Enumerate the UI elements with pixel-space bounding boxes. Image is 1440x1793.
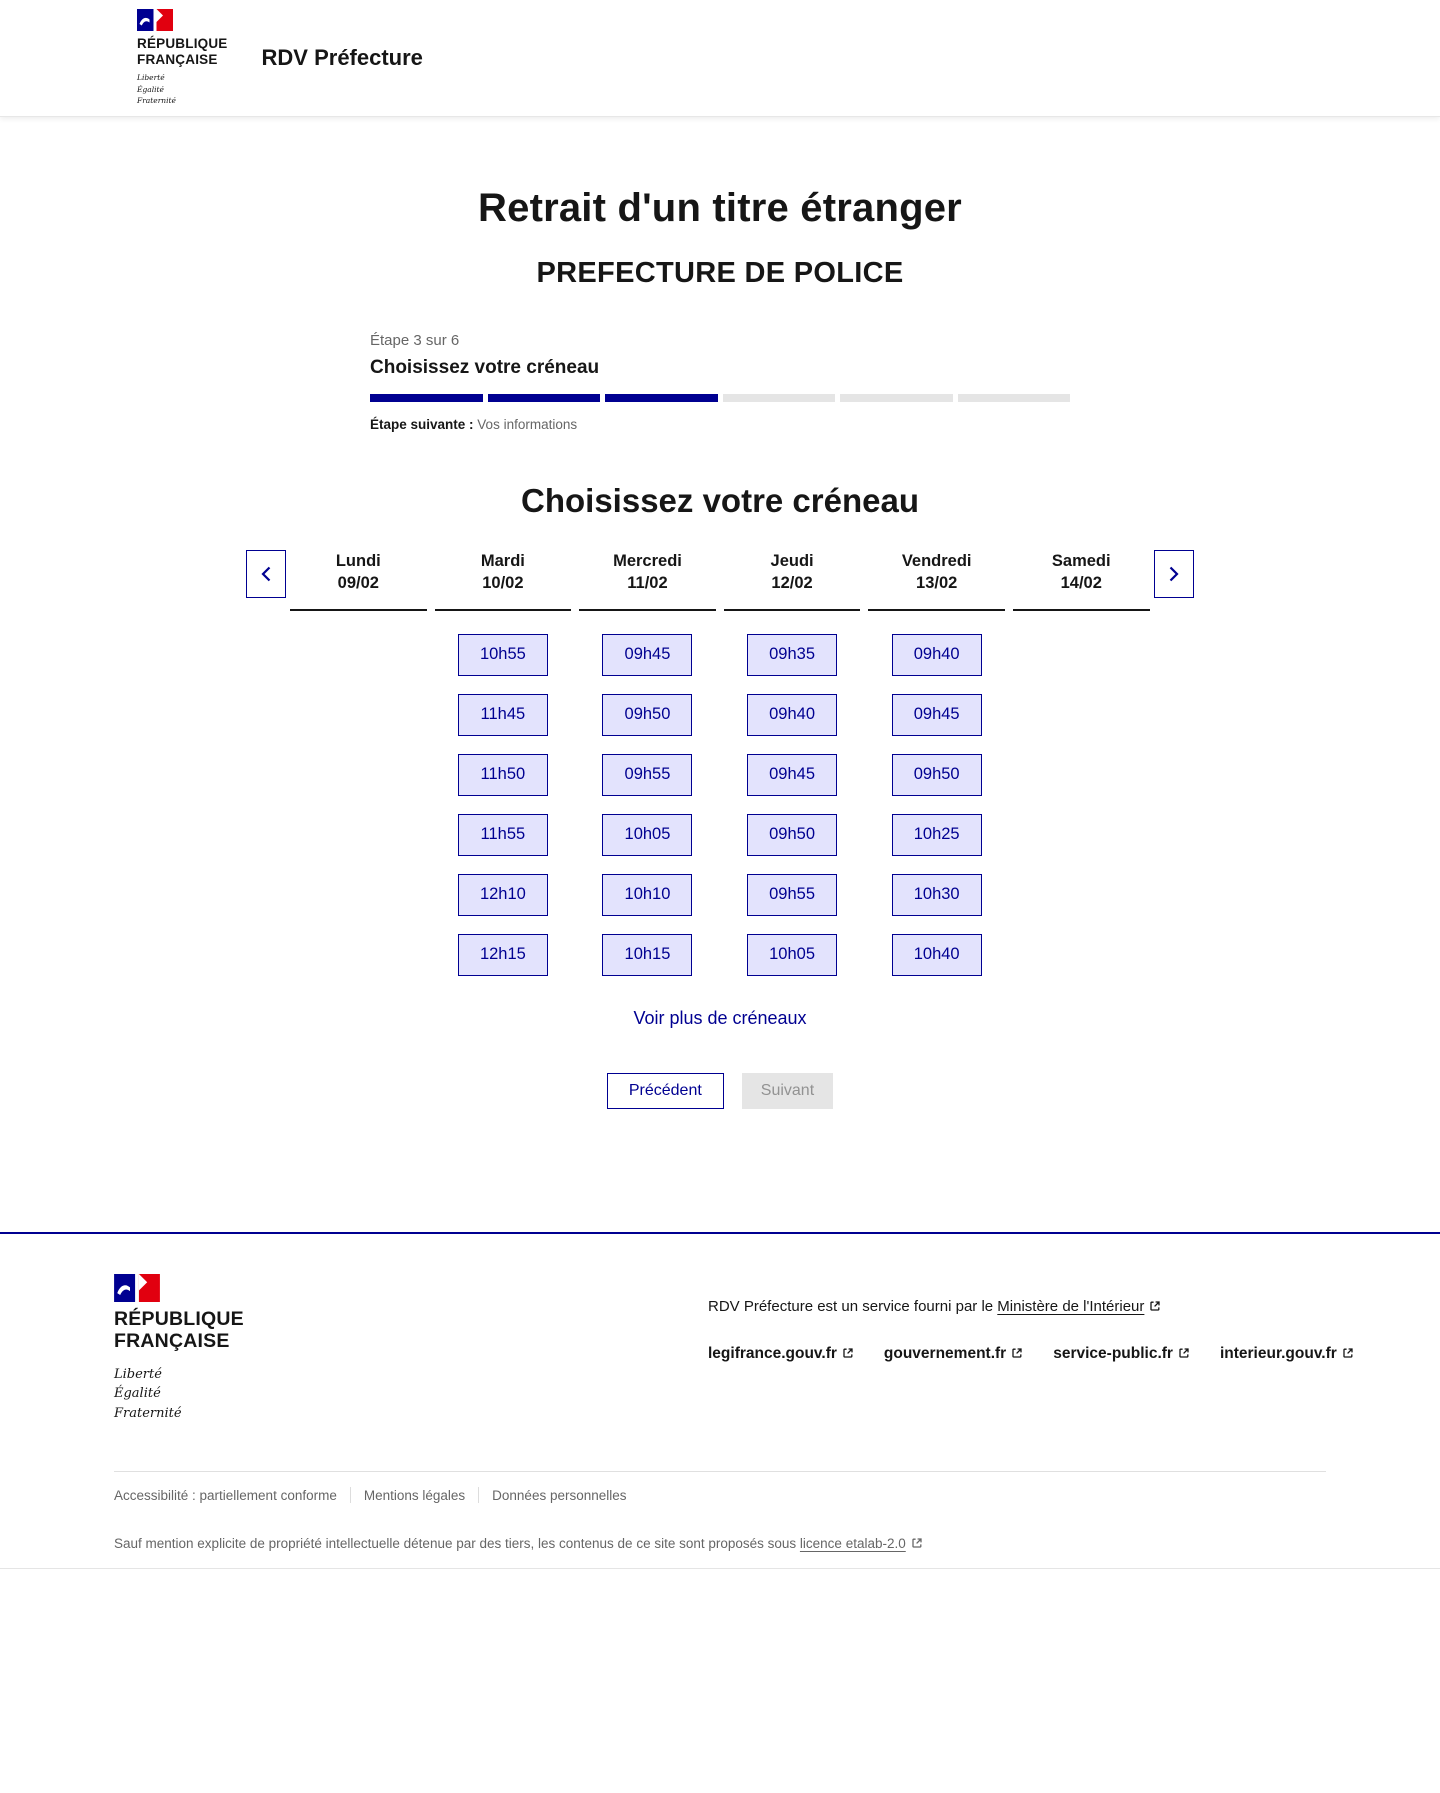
time-slot-button[interactable]: 09h45 (602, 634, 692, 676)
time-slot-button[interactable]: 12h10 (458, 874, 548, 916)
gov-site-link[interactable]: service-public.fr (1053, 1345, 1190, 1363)
footer-gov-logo (114, 1274, 244, 1423)
time-slot-button[interactable]: 10h05 (602, 814, 692, 856)
day-date: 14/02 (1060, 574, 1102, 593)
step-title: Choisissez votre créneau (370, 357, 600, 378)
calendar-day-column (1009, 550, 1154, 976)
gov-site-link[interactable]: gouvernement.fr (884, 1345, 1023, 1363)
slot-calendar (246, 550, 1194, 976)
license-text: Sauf mention explicite de propriété intellectuelle détenue par des tiers, les contenus de ce site sont proposés sous (114, 1536, 800, 1552)
main-content (0, 116, 1440, 1109)
external-link-icon (1011, 1347, 1023, 1359)
day-underline (435, 609, 572, 611)
see-more-slots-link[interactable]: Voir plus de créneaux (633, 1007, 807, 1028)
time-slot-button[interactable]: 11h50 (458, 754, 548, 796)
progress-segment-done (370, 394, 483, 402)
next-step-label: Étape suivante : (370, 417, 474, 432)
slot-list (864, 634, 1009, 976)
page-subtitle: PREFECTURE DE POLICE (536, 257, 904, 289)
calendar-day-column (431, 550, 576, 976)
service-title: RDV Préfecture (261, 45, 423, 70)
slot-list (431, 634, 576, 976)
day-date: 13/02 (916, 574, 958, 593)
progress-segment-done (605, 394, 718, 402)
step-label: Étape 3 sur 6 (370, 332, 460, 349)
footer-bottom-link[interactable]: Accessibilité : partiellement conforme (114, 1487, 337, 1503)
day-name: Jeudi (770, 552, 814, 570)
external-link-icon (911, 1537, 923, 1549)
calendar-day-column (286, 550, 431, 976)
page-title: Retrait d'un titre étranger (478, 186, 962, 230)
day-name: Lundi (335, 552, 381, 570)
brand-line1: RÉPUBLIQUE (137, 36, 228, 52)
time-slot-button[interactable]: 09h55 (747, 874, 837, 916)
external-link-icon (842, 1347, 854, 1359)
separator (478, 1487, 479, 1503)
progress-segment-todo (723, 394, 836, 402)
time-slot-button[interactable]: 09h40 (892, 634, 982, 676)
day-underline (579, 609, 716, 611)
day-date: 11/02 (627, 574, 668, 593)
section-title: Choisissez votre créneau (521, 482, 919, 519)
time-slot-button[interactable]: 10h05 (747, 934, 837, 976)
footer-brand-line2: FRANÇAISE (114, 1330, 230, 1353)
external-link-icon (1149, 1300, 1161, 1312)
calendar-day-column (720, 550, 865, 976)
gov-logo (137, 9, 228, 107)
footer-brand-motto: Liberté Égalité Fraternité (114, 1366, 182, 1421)
time-slot-button[interactable]: 09h50 (892, 754, 982, 796)
day-underline (868, 609, 1005, 611)
time-slot-button[interactable]: 09h55 (602, 754, 692, 796)
day-date: 12/02 (771, 574, 813, 593)
progress-segment-done (488, 394, 601, 402)
slot-list (575, 634, 720, 976)
footer-bottom-link[interactable]: Données personnelles (492, 1487, 627, 1503)
time-slot-button[interactable]: 10h25 (892, 814, 982, 856)
brand-line2: FRANÇAISE (137, 51, 218, 67)
site-footer (0, 1232, 1440, 1569)
time-slot-button[interactable]: 10h40 (892, 934, 982, 976)
ministere-interieur-link[interactable]: Ministère de l'Intérieur (997, 1298, 1161, 1315)
chevron-right-icon (1169, 566, 1179, 582)
time-slot-button[interactable]: 11h45 (458, 694, 548, 736)
time-slot-button[interactable]: 09h45 (892, 694, 982, 736)
time-slot-button[interactable]: 09h45 (747, 754, 837, 796)
day-name: Mercredi (613, 552, 682, 570)
time-slot-button[interactable]: 09h40 (747, 694, 837, 736)
progress-bar (370, 394, 1070, 402)
footer-brand-line1: RÉPUBLIQUE (114, 1308, 244, 1330)
licence-etalab-link[interactable]: licence etalab-2.0 (800, 1536, 923, 1551)
french-flag-icon (137, 9, 228, 31)
time-slot-button[interactable]: 09h50 (747, 814, 837, 856)
external-link-icon (1178, 1347, 1190, 1359)
time-slot-button[interactable]: 10h30 (892, 874, 982, 916)
calendar-columns (286, 550, 1154, 976)
gov-links (708, 1344, 1337, 1363)
stepper (370, 332, 1070, 432)
footer-divider (114, 1471, 1326, 1472)
progress-segment-todo (958, 394, 1071, 402)
day-name: Samedi (1051, 552, 1111, 570)
time-slot-button[interactable]: 11h55 (458, 814, 548, 856)
external-link-icon (1342, 1347, 1354, 1359)
previous-week-button[interactable] (246, 550, 286, 598)
slot-list (720, 634, 865, 976)
page-bottom-divider (0, 1568, 1440, 1569)
time-slot-button[interactable]: 10h10 (602, 874, 692, 916)
day-name: Vendredi (901, 552, 972, 570)
calendar-day-column (575, 550, 720, 976)
day-underline (1013, 609, 1150, 611)
separator (350, 1487, 351, 1503)
time-slot-button[interactable]: 09h50 (602, 694, 692, 736)
french-flag-icon (114, 1274, 244, 1302)
day-date: 09/02 (337, 574, 379, 593)
footer-bottom-link[interactable]: Mentions légales (363, 1487, 466, 1503)
next-step-value: Vos informations (477, 417, 578, 432)
footer-service-text: RDV Préfecture est un service fourni par le (708, 1298, 998, 1315)
brand-motto: Liberté Égalité Fraternité (137, 73, 176, 106)
time-slot-button[interactable]: 12h15 (458, 934, 548, 976)
site-header (0, 0, 1440, 116)
day-date: 10/02 (482, 574, 524, 593)
time-slot-button[interactable]: 10h15 (602, 934, 692, 976)
day-name: Mardi (480, 552, 525, 570)
progress-segment-todo (840, 394, 953, 402)
day-underline (724, 609, 861, 611)
calendar-day-column (864, 550, 1009, 976)
next-week-button[interactable] (1154, 550, 1194, 598)
time-slot-button[interactable]: 10h55 (458, 634, 548, 676)
footer-bottom-links (114, 1487, 1326, 1503)
gov-site-link[interactable]: legifrance.gouv.fr (708, 1345, 854, 1363)
chevron-left-icon (261, 566, 271, 582)
previous-step-button[interactable]: Précédent (607, 1073, 724, 1109)
day-underline (290, 609, 427, 611)
time-slot-button[interactable]: 09h35 (747, 634, 837, 676)
next-step-button[interactable]: Suivant (742, 1073, 833, 1109)
gov-site-link[interactable]: interieur.gouv.fr (1220, 1345, 1354, 1363)
